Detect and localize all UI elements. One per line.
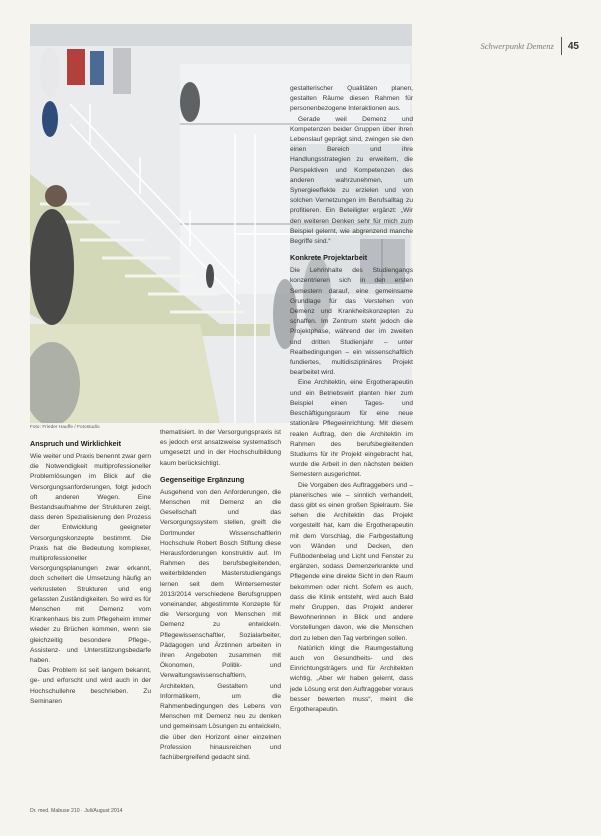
paragraph: Gerade weil Demenz und Kompetenzen beider Gruppen über ihren Lebenslauf geprägt sind, zwingen sie den einen Bereich und ihre Handlungsstrategien zu erweitern, die Perspektiven und Kompetenzen des anderen wahrzunehmen, um Synergieeffekte zu erzielen und von solchen Vernetzungen im Berufsalltag zu profitieren. Ein Beteiligter ergänzt: „Wir den weiteren Denken sehr für mich zum Beispiel gelernt, wie abgrenzend manche Begriffe sind.“	[290, 115, 413, 246]
paragraph: Wie weiter und Praxis benennt zwar gern die Notwendigkeit multiprofessioneller Problemlösungen im Blick auf die Versorgungsanforderungen, folgt jedoch oft anderen Wegen. Eine Bestandsaufnahme der Strukturen zeigt, dass deren Spezialisierung den Prozess der Entwicklung geeigneter Versorgungskonzepte bestimmt. Die Praxis hat die Bedeutung komplexer, multiprofessioneller Versorgungsplanungen zwar erkannt, doch scheitert die Umsetzung häufig an verkrusteten Strukturen und eng gefassten Zuständigkeiten. So wird es für Menschen mit Demenz vom Krankenhaus bis zum Pflegeheim immer wieder zu Brüchen kommen, wenn sie gleichzeitig besondere Pflege-, Assistenz- und Unterstützungsbedarfe haben.	[30, 453, 151, 665]
page-number: 45	[567, 40, 579, 52]
paragraph: Die Vorgaben des Auftraggebers und – planerisches wie – sinnlich verhandelt, dass gibt es einen großen Spielraum. Sie sehen die Architektin das Projekt vorgestellt hat, kam die Ergotherapeutin mit dem Vorschlag, die Farbgestaltung von Wänden und Decken, den Fußbodenbelag und Licht und Fenster zu ergänzen, sodass Demenzerkrankte und Pflegende eine direkte Sicht in den Raum bekommen oder nicht. Sofern es auch, dass die Klinik entsteht, wird auch Bald mehr Gruppen, das Projekt anderer Bewohnerinnen in Blick und andere Vorstellungen davon, wie die Menschen dort zu leben den Tag verbringen sollen.	[290, 481, 413, 642]
paragraph: Eine Architektin, eine Ergotherapeutin und ein Betriebswirt planten hier zum Beispiel einen Tages- und Beschäftigungsraum für eine neue stationäre Pflegeeinrichtung. Mit diesem realen Auftrag, den die Architektin im Rahmen des berufsbegleitenden Studiums für ihr Projekt eingebracht hat, wurde die Arbeit in den nächsten beiden Semestern ausgerichtet.	[290, 379, 413, 479]
paragraph: Das Problem ist seit langem bekannt, ge- und erforscht und wird auch in der Hochschullehre beschrieben. Zu Seminaren	[30, 667, 151, 705]
column-2	[160, 428, 281, 763]
paragraph: Die Lehrinhalte des Studiengangs konzentrieren sich in den ersten Semestern darauf, eine gemeinsame Grundlage für das Verstehen von Demenz und Krankheitskonzepten zu schaffen. Im Zentrum steht jedoch die Projektphase, während der im zweiten und dritten Studienjahr – unter Realbedingungen – ein wissenschaftlich fundiertes, multidisziplinäres Projekt bearbeitet wird.	[290, 267, 413, 377]
page-footer: Dr. med. Mabuse 210 · Juli/August 2014	[30, 808, 123, 814]
heading-projektarbeit: Konkrete Projektarbeit	[290, 253, 368, 263]
heading-anspruch: Anspruch und Wirklichkeit	[30, 439, 121, 448]
page-header	[480, 37, 579, 55]
photo-caption: Foto: Frieder Hauffe / Fotostudio	[30, 424, 100, 429]
header-divider	[561, 37, 562, 55]
heading-ergaenzung: Gegenseitige Ergänzung	[160, 474, 245, 484]
section-title: Schwerpunkt Demenz	[480, 41, 554, 51]
column-3	[290, 84, 413, 715]
paragraph: gestalterischer Qualitäten planen, gestalten Räume diesen Rahmen für personenbezogene Interaktionen aus.	[290, 85, 413, 113]
paragraph: thematisiert. In der Versorgungspraxis ist es jedoch erst ansatzweise systematisch umgesetzt und in der Hochschulbildung kaum berücksichtigt.	[160, 429, 281, 467]
paragraph: Natürlich klingt die Raumgestaltung auch von Gesundheits- und des Einrichtungsträgers und für Architekten wichtig, „Aber wir haben gelernt, dass jede Lösung erst den Auftraggeber voraus besser bewerten muss“, meint die Ergotherapeutin.	[290, 644, 413, 713]
column-1	[30, 433, 151, 707]
paragraph: Ausgehend von den Anforderungen, die Menschen mit Demenz an die Gesellschaft und das Versorgungssystem stellen, greift die Dortmunder Wissenschaftlerin Hochschule Robert Bosch Stiftung diese Herausforderungen konstruktiv auf. Im Rahmen des berufsbegleitenden, weiterbildenden Masterstudiengangs lernen seit dem Wintersemester 2013/2014 verschiedene Berufsgruppen voneinander, abgestimmte Konzepte für die Versorgung von Menschen mit Demenz zu entwickeln. Pflegewissenschaftler, Sozialarbeiter, Pädagogen und Ärztinnen arbeiten in ihren Angeboten zusammen mit Ökonomen, Politik- und Verwaltungswissenschaftlern, Architekten, Gestaltern und Informatikern, um die Rahmenbedingungen des Lebens von Menschen mit Demenz neu zu denken und gemeinsam Lösungen zu entwickeln, die über den Horizont einer einzelnen Profession hinausreichen und fachübergreifend gedacht sind.	[160, 488, 281, 762]
